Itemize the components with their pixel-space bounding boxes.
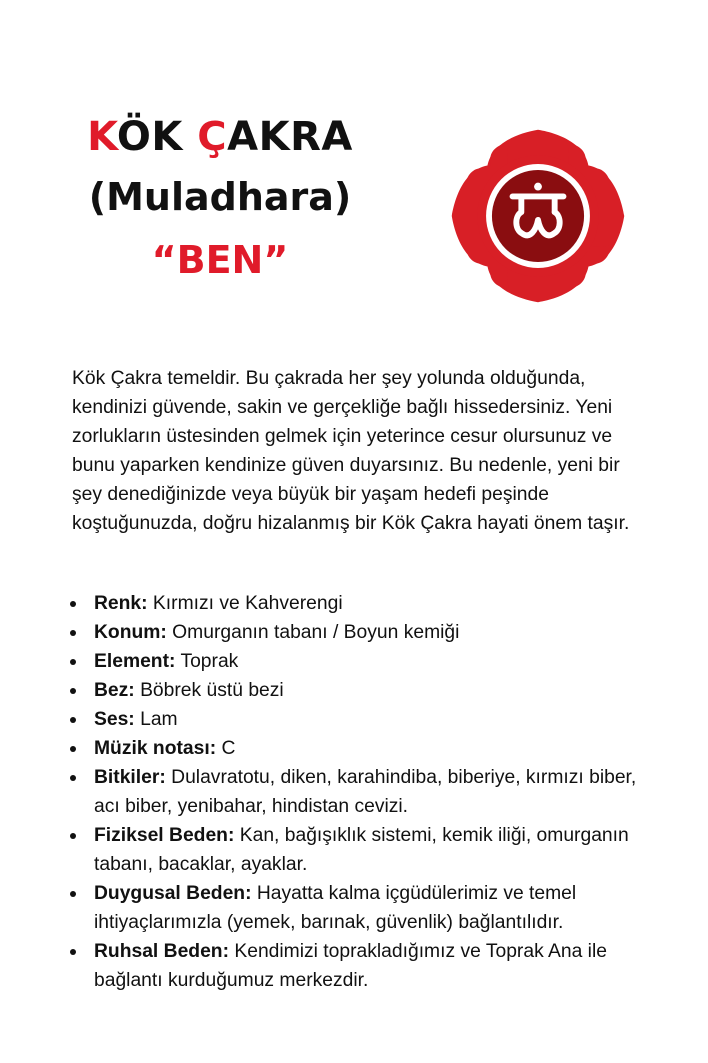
root-chakra-lotus-icon bbox=[440, 118, 636, 314]
attr-label: Ses: bbox=[94, 709, 135, 730]
attr-label: Fiziksel Beden: bbox=[94, 825, 235, 846]
title-part-ok: ÖK bbox=[116, 114, 198, 160]
attr-label: Bitkiler: bbox=[94, 767, 166, 788]
title-kok-cakra bbox=[60, 108, 380, 166]
attr-value: Toprak bbox=[175, 651, 239, 672]
attr-label: Bez: bbox=[94, 680, 135, 701]
attr-label: Element: bbox=[94, 651, 176, 672]
attr-value: Kan, bağışıklık sistemi, kemik iliği, omurganın tabanı, bacaklar, ayaklar. bbox=[94, 825, 629, 875]
attr-label: Müzik notası: bbox=[94, 738, 217, 759]
attr-value: Kırmızı ve Kahverengi bbox=[147, 593, 343, 614]
list-item bbox=[70, 647, 650, 676]
list-item bbox=[70, 821, 650, 879]
list-item bbox=[70, 589, 650, 618]
intro-paragraph: Kök Çakra temeldir. Bu çakrada her şey yolunda olduğunda, kendinizi güvende, sakin ve gerçekliğe bağlı hissedersiniz. Yeni zorlukların üstesinden gelmek için yeterince cesur olursunuz ve bunu yaparken kendinize güven duyarsınız. Bu nedenle, yeni bir şey denediğinizde veya büyük bir yaşam hedefi peşinde koştuğunuzda, doğru hizalanmış bir Kök Çakra hayati önem taşır. bbox=[72, 368, 630, 534]
attr-value: Dulavratotu, diken, karahindiba, biberiye, kırmızı biber, acı biber, yenibahar, hindistan cevizi. bbox=[94, 767, 637, 817]
list-item bbox=[70, 705, 650, 734]
attr-label: Konum: bbox=[94, 622, 167, 643]
title-muladhara: (Muladhara) bbox=[88, 175, 352, 219]
attr-value: Kendimizi toprakladığımız ve Toprak Ana ile bağlantı kurduğumuz merkezdir. bbox=[94, 941, 607, 991]
attr-label: Ruhsal Beden: bbox=[94, 941, 229, 962]
attr-label: Renk: bbox=[94, 593, 148, 614]
title-part-c: Ç bbox=[197, 114, 228, 160]
attr-value: Lam bbox=[134, 709, 178, 730]
attr-value: Hayatta kalma içgüdülerimiz ve temel ihtiyaçlarımızla (yemek, barınak, güvenlik) bağlantılıdır. bbox=[94, 883, 577, 933]
attr-value: Böbrek üstü bezi bbox=[134, 680, 284, 701]
list-item bbox=[70, 734, 650, 763]
list-item bbox=[70, 618, 650, 647]
list-item bbox=[70, 879, 650, 937]
title-ben: “BEN” bbox=[151, 238, 289, 282]
title-part-k: K bbox=[87, 114, 117, 160]
list-item bbox=[70, 937, 650, 995]
attribute-list bbox=[70, 589, 650, 995]
attr-value: Omurganın tabanı / Boyun kemiği bbox=[166, 622, 460, 643]
page-title bbox=[60, 108, 380, 292]
title-part-akra: AKRA bbox=[227, 114, 353, 160]
attr-value: C bbox=[216, 738, 236, 759]
list-item bbox=[70, 763, 650, 821]
attr-label: Duygusal Beden: bbox=[94, 883, 252, 904]
list-item bbox=[70, 676, 650, 705]
